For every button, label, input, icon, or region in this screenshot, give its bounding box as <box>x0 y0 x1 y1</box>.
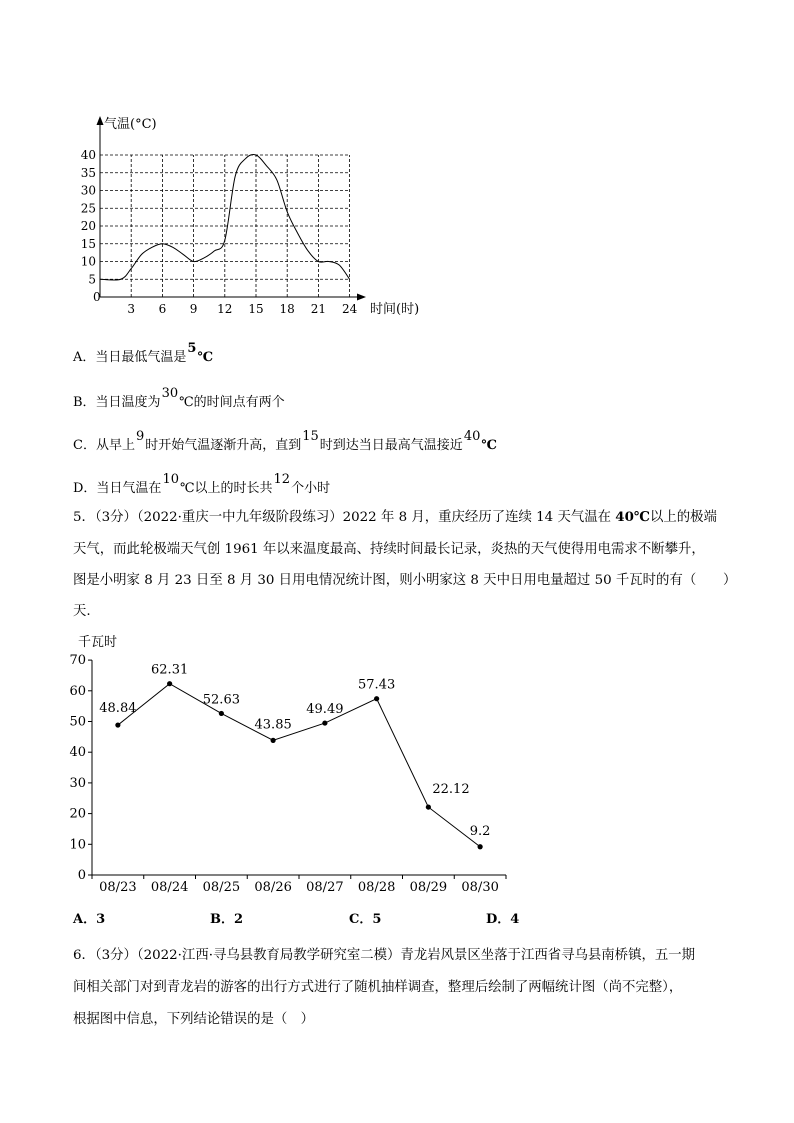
temperature-x-tick-label: 18 <box>279 302 295 316</box>
electricity-point <box>167 681 172 686</box>
temperature-y-tick-label: 40 <box>80 148 96 162</box>
electricity-axes <box>92 660 506 875</box>
temperature-y-label: 气温(°C) <box>104 117 157 132</box>
electricity-y-tick-label: 30 <box>69 775 86 791</box>
q6-line-1: 6．（3分）（2022·江西·寻乌县教育局教学研究室二模）青龙岩风景区坐落于江西省寻乌县南桥镇，五一期 <box>73 948 696 963</box>
q5-line-2: 天气，而此轮极端天气创 1961 年以来温度最高、持续时间最长记录，炎热的天气使得用电需求不断攀升， <box>73 542 705 557</box>
temperature-y-tick-label: 30 <box>80 183 96 198</box>
temperature-y-ticks <box>81 148 96 286</box>
temperature-x-tick-label: 6 <box>158 302 167 316</box>
temperature-x-tick-label: 12 <box>217 302 233 316</box>
temperature-y-tick-label: 25 <box>80 201 96 216</box>
q4-option-b: B．当日温度为30℃的时间点有两个 <box>73 386 285 410</box>
electricity-chart <box>60 628 520 898</box>
temperature-y-tick-label: 35 <box>80 165 96 180</box>
electricity-y-tick-label: 70 <box>69 653 86 669</box>
temperature-x-ticks <box>127 302 357 316</box>
electricity-y-tick-label: 50 <box>69 714 86 730</box>
electricity-data-label: 22.12 <box>432 782 470 798</box>
electricity-y-tick-label: 10 <box>69 837 86 853</box>
temperature-x-tick-label: 15 <box>248 302 264 316</box>
q4-option-c: C．从早上9时开始气温逐渐升高，直到15时到达当日最高气温接近40℃ <box>73 429 497 453</box>
q5-line-4: 天. <box>73 604 91 619</box>
electricity-data-label: 48.84 <box>99 701 137 717</box>
q4-option-a: A．当日最低气温是5℃ <box>73 341 214 365</box>
q4-option-d: D．当日气温在10℃以上的时长共12个小时 <box>73 472 331 496</box>
electricity-x-tick-label: 08/27 <box>306 880 344 895</box>
electricity-point <box>478 844 483 849</box>
electricity-x-tick-label: 08/30 <box>461 880 499 895</box>
electricity-data-labels <box>99 663 490 839</box>
electricity-x-tick-label: 08/28 <box>357 880 396 895</box>
temperature-x-tick-label: 9 <box>189 302 198 316</box>
electricity-point <box>322 720 327 725</box>
electricity-data-label: 49.49 <box>306 702 344 718</box>
temperature-y-tick-label: 20 <box>80 219 96 233</box>
electricity-y-label: 千瓦时 <box>78 635 118 650</box>
electricity-data-label: 52.63 <box>202 692 240 708</box>
temperature-x-tick-label: 3 <box>127 302 136 316</box>
q5-option-a: A．3 <box>73 912 106 927</box>
electricity-x-tick-label: 08/25 <box>202 880 241 895</box>
electricity-points <box>115 681 482 849</box>
electricity-data-label: 9.2 <box>469 823 491 839</box>
temperature-y-tick-label: 10 <box>80 254 96 269</box>
electricity-x-ticks <box>92 875 506 895</box>
electricity-data-label: 43.85 <box>254 717 292 733</box>
q5-line-1: 5．（3分）（2022·重庆一中九年级阶段练习）2022 年 8 月，重庆经历了连续 14 天气温在 40℃以上的极端 <box>73 509 717 525</box>
electricity-x-tick-label: 08/23 <box>99 880 137 895</box>
temperature-y-tick-label: 5 <box>88 272 96 287</box>
electricity-line <box>118 684 480 847</box>
electricity-x-tick-label: 08/29 <box>409 880 448 895</box>
q5-line-3: 图是小明家 8 月 23 日至 8 月 30 日用电情况统计图，则小明家这 8 天中日用电量超过 50 千瓦时的有（ ） <box>73 573 737 588</box>
electricity-point <box>115 722 120 727</box>
temperature-x-tick-label: 21 <box>310 302 327 316</box>
temperature-y-arrow <box>97 116 104 125</box>
temperature-y-tick-label: 15 <box>80 236 96 251</box>
electricity-data-label: 57.43 <box>358 677 396 693</box>
electricity-y-ticks <box>69 653 92 883</box>
electricity-y-tick-label: 20 <box>69 806 86 822</box>
electricity-x-tick-label: 08/26 <box>254 880 292 895</box>
q6-line-3: 根据图中信息，下列结论错误的是（ ） <box>73 1012 315 1027</box>
temperature-x-arrow <box>357 294 366 301</box>
electricity-point <box>219 711 224 716</box>
electricity-point <box>374 696 379 701</box>
temperature-grid <box>100 155 350 297</box>
q5-option-b: B．2 <box>210 912 244 927</box>
electricity-y-tick-label: 60 <box>69 683 86 699</box>
electricity-data-label: 62.31 <box>151 662 189 678</box>
electricity-y-tick-label: 0 <box>77 868 86 883</box>
electricity-y-tick-label: 40 <box>69 745 86 761</box>
electricity-point <box>426 804 431 809</box>
electricity-x-tick-label: 08/24 <box>150 880 189 895</box>
temperature-x-label: 时间(时) <box>370 302 420 317</box>
q5-option-d: D．4 <box>486 912 520 927</box>
electricity-point <box>271 738 276 743</box>
temperature-x-tick-label: 24 <box>341 302 358 316</box>
temperature-chart <box>80 110 440 325</box>
q6-line-2: 间相关部门对到青龙岩的游客的出行方式进行了随机抽样调查，整理后绘制了两幅统计图（尚不完整）， <box>73 980 683 995</box>
q5-option-c: C．5 <box>349 912 382 927</box>
temperature-origin-label: 0 <box>93 290 101 304</box>
